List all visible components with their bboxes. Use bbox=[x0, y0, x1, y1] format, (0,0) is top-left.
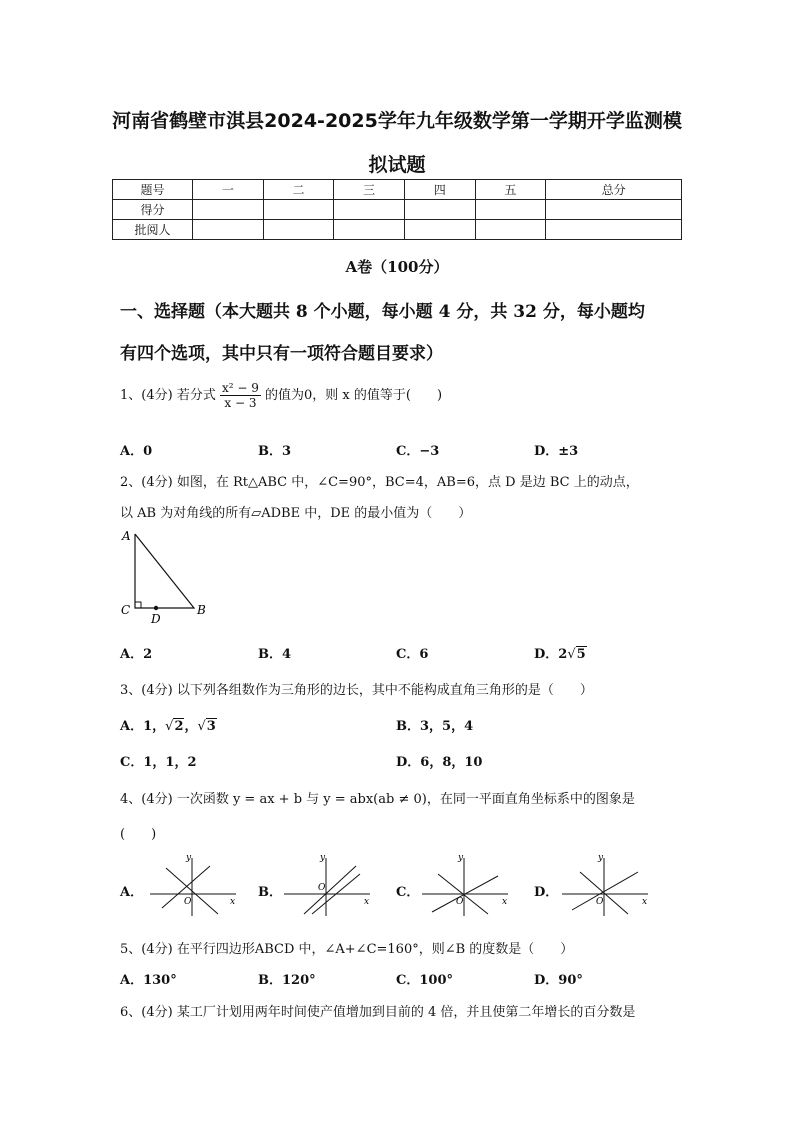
option-b: B． bbox=[258, 885, 282, 900]
right-angle-mark bbox=[135, 602, 141, 608]
sqrt-radicand: 5 bbox=[576, 647, 586, 662]
x-label: x bbox=[230, 897, 236, 907]
triangle-figure bbox=[116, 528, 216, 628]
option-b: B．3 bbox=[258, 444, 292, 459]
line-graph bbox=[304, 866, 356, 914]
score-cell bbox=[263, 200, 334, 220]
y-label: y bbox=[320, 853, 326, 863]
score-table-row bbox=[113, 200, 682, 220]
graph-option-c bbox=[418, 852, 512, 918]
score-cell bbox=[334, 220, 405, 240]
option-c: C．6 bbox=[396, 647, 429, 662]
origin-label: O bbox=[318, 883, 326, 893]
option-c: C．−3 bbox=[396, 444, 440, 459]
question-1-suffix: 的值为0，则 x 的值等于( ) bbox=[265, 388, 443, 403]
score-table bbox=[112, 179, 682, 240]
score-row-label: 批阅人 bbox=[113, 220, 193, 240]
option-a: A．1，√2，√3 bbox=[120, 719, 216, 734]
label-c: C bbox=[121, 603, 131, 617]
sqrt-radicand: 2 bbox=[174, 719, 184, 734]
y-label: y bbox=[186, 853, 192, 863]
option-c: C．1，1，2 bbox=[120, 755, 197, 770]
option-d: D．2√5 bbox=[534, 647, 586, 662]
score-cell bbox=[404, 200, 475, 220]
question-2: 2、(4分) 如图，在 Rt△ABC 中，∠C=90°，BC=4，AB=6，点 D 是边 BC 上的动点， bbox=[120, 475, 639, 490]
score-cell bbox=[334, 200, 405, 220]
origin-label: O bbox=[184, 897, 192, 907]
origin-label: O bbox=[596, 897, 604, 907]
volume-heading: A卷（100分） bbox=[345, 258, 449, 276]
x-label: x bbox=[502, 897, 508, 907]
graph-option-d bbox=[558, 852, 652, 918]
option-a-separator: ， bbox=[184, 719, 198, 734]
score-cell bbox=[404, 220, 475, 240]
score-cell bbox=[546, 220, 682, 240]
question-1 bbox=[120, 381, 442, 410]
sqrt-radicand: 3 bbox=[206, 719, 216, 734]
option-b: B．4 bbox=[258, 647, 292, 662]
x-label: x bbox=[364, 897, 370, 907]
score-cell bbox=[193, 200, 264, 220]
score-cell bbox=[263, 220, 334, 240]
triangle-abc bbox=[135, 534, 194, 608]
y-label: y bbox=[598, 853, 604, 863]
label-b: B bbox=[197, 603, 206, 617]
option-d: D．±3 bbox=[534, 444, 579, 459]
option-a: A． bbox=[120, 885, 144, 900]
question-5: 5、(4分) 在平行四边形ABCD 中，∠A+∠C=160°，则∠B 的度数是（ ） bbox=[120, 942, 574, 957]
graph-option-a bbox=[146, 852, 240, 918]
option-a: A．2 bbox=[120, 647, 153, 662]
score-header-cell: 总分 bbox=[546, 180, 682, 200]
graph-option-b bbox=[280, 852, 374, 918]
fraction-denominator: x − 3 bbox=[224, 396, 257, 410]
score-table-row bbox=[113, 220, 682, 240]
score-header-cell: 五 bbox=[475, 180, 546, 200]
page-title: 河南省鹤壁市淇县2024-2025学年九年级数学第一学期开学监测模 bbox=[112, 110, 682, 132]
option-d-label: D．2 bbox=[534, 647, 568, 662]
x-label: x bbox=[642, 897, 648, 907]
section-heading-continued: 有四个选项，其中只有一项符合题目要求） bbox=[120, 344, 443, 364]
option-c: C．100° bbox=[396, 973, 453, 988]
score-table-header-row bbox=[113, 180, 682, 200]
score-header-cell: 四 bbox=[404, 180, 475, 200]
point-d bbox=[154, 606, 158, 610]
option-c: C． bbox=[396, 885, 420, 900]
line-graph bbox=[572, 872, 638, 910]
question-4-continued: ( ) bbox=[120, 827, 157, 842]
score-row-label: 得分 bbox=[113, 200, 193, 220]
question-3: 3、(4分) 以下列各组数作为三角形的边长，其中不能构成直角三角形的是（ ） bbox=[120, 683, 593, 698]
question-1-prefix: 1、(4分) 若分式 bbox=[120, 388, 216, 403]
y-label: y bbox=[458, 853, 464, 863]
option-d: D． bbox=[534, 885, 559, 900]
score-cell bbox=[475, 200, 546, 220]
question-6: 6、(4分) 某工厂计划用两年时间使产值增加到目前的 4 倍，并且使第二年增长的百分数是 bbox=[120, 1005, 636, 1020]
score-header-cell: 题号 bbox=[113, 180, 193, 200]
question-4: 4、(4分) 一次函数 y = ax + b 与 y = abx(ab ≠ 0)，在同一平面直角坐标系中的图象是 bbox=[120, 792, 635, 807]
score-header-cell: 一 bbox=[193, 180, 264, 200]
option-a: A．0 bbox=[120, 444, 153, 459]
option-b: B．3，5，4 bbox=[396, 719, 474, 734]
fraction-numerator: x² − 9 bbox=[221, 381, 259, 395]
fraction bbox=[220, 381, 261, 410]
section-heading: 一、选择题（本大题共 8 个小题，每小题 4 分，共 32 分，每小题均 bbox=[120, 302, 645, 322]
option-b: B．120° bbox=[258, 973, 316, 988]
label-d: D bbox=[151, 612, 161, 626]
score-cell bbox=[546, 200, 682, 220]
score-header-cell: 二 bbox=[263, 180, 334, 200]
score-cell bbox=[475, 220, 546, 240]
option-d: D．90° bbox=[534, 973, 583, 988]
option-a: A．130° bbox=[120, 973, 177, 988]
score-header-cell: 三 bbox=[334, 180, 405, 200]
origin-label: O bbox=[456, 897, 464, 907]
page-title-continued: 拟试题 bbox=[368, 154, 426, 176]
label-a: A bbox=[122, 529, 131, 543]
question-2-continued: 以 AB 为对角线的所有▱ADBE 中，DE 的最小值为（ ） bbox=[120, 506, 472, 521]
option-a-label: A．1， bbox=[120, 719, 166, 734]
score-cell bbox=[193, 220, 264, 240]
option-d: D．6，8，10 bbox=[396, 755, 483, 770]
